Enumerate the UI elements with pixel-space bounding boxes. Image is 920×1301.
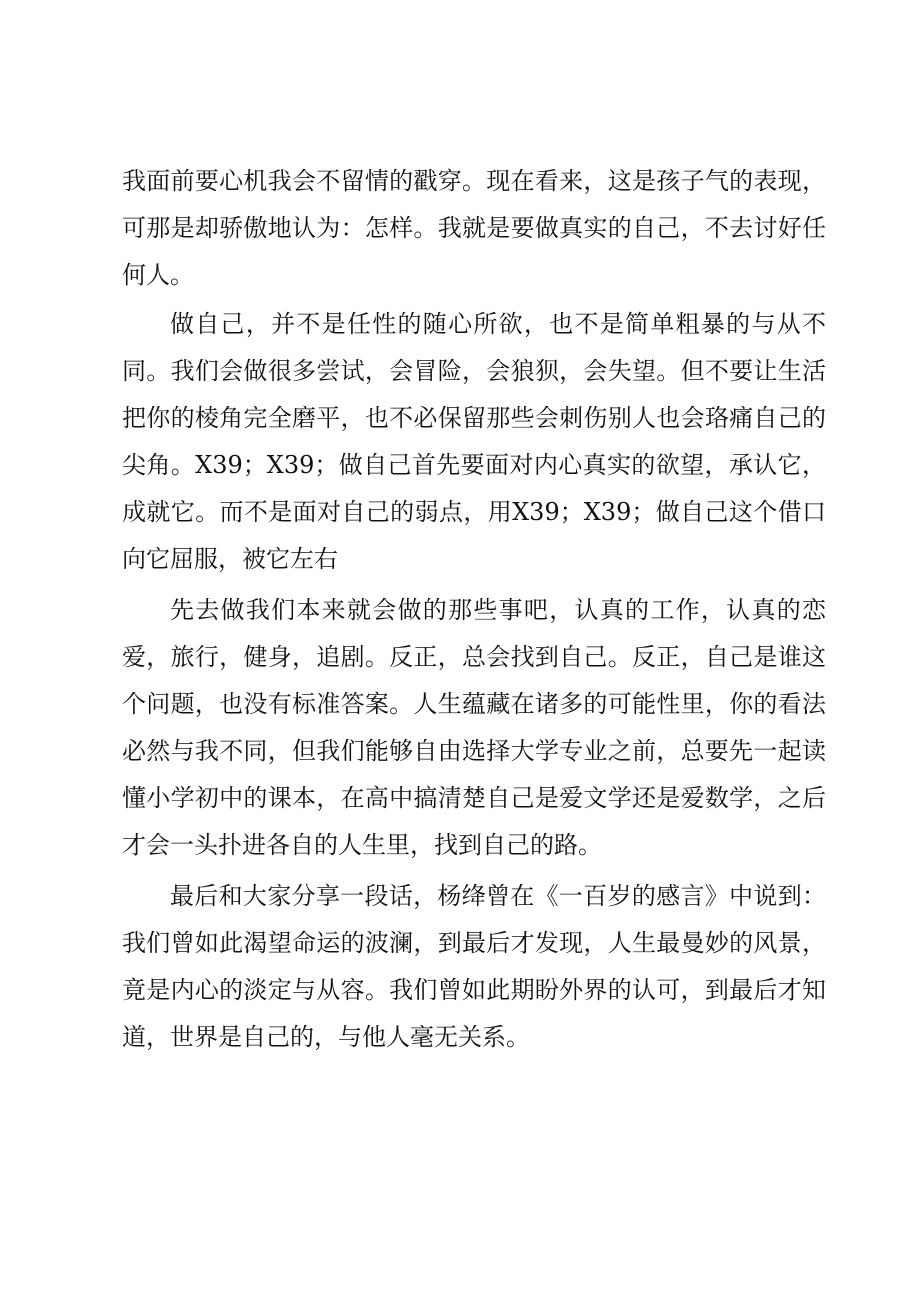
paragraph-4: 最后和大家分享一段话，杨绛曾在《一百岁的感言》中说到：我们曾如此渴望命运的波澜，到最后才发现，人生最曼妙的风景，竟是内心的淡定与从容。我们曾如此期盼外界的认可，到最后才知道，世界是自己的，与他人毫无关系。 (122, 882, 826, 1051)
paragraph-1: 我面前要心机我会不留情的戳穿。现在看来，这是孩子气的表现，可那是却骄傲地认为：怎样。我就是要做真实的自己，不去讨好任何人。 (122, 167, 826, 289)
document-body (122, 158, 826, 1065)
paragraph-3: 先去做我们本来就会做的那些事吧，认真的工作，认真的恋爱，旅行，健身，追剧。反正，总会找到自己。反正，自己是谁这个问题，也没有标准答案。人生蕴藏在诸多的可能性里，你的看法必然与我不同，但我们能够自由选择大学专业之前，总要先一起读懂小学初中的课本，在高中搞清楚自己是爱文学还是爱数学，之后才会一头扑进各自的人生里，找到自己的路。 (122, 596, 826, 859)
paragraph-2: 做自己，并不是任性的随心所欲，也不是简单粗暴的与从不同。我们会做很多尝试，会冒险，会狼狈，会失望。但不要让生活把你的棱角完全磨平，也不必保留那些会刺伤别人也会珞痛自己的尖角。X39；X39；做自己首先要面对内心真实的欲望，承认它，成就它。而不是面对自己的弱点，用X39；X39；做自己这个借口向它屈服，被它左右 (122, 310, 826, 573)
